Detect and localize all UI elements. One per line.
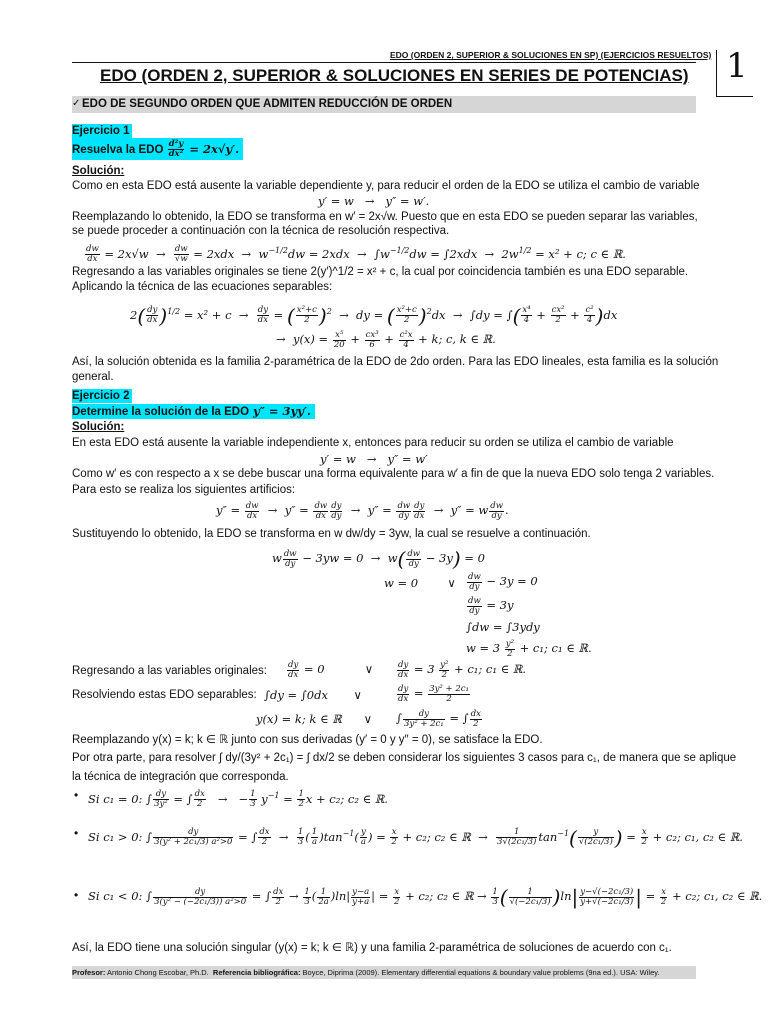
ex1-paragraph-1: Como en esta EDO está ausente la variable dependiente y, para reducir el orden de la EDO se utiliza el cambio de variable — [72, 180, 700, 192]
ex2-paragraph-8: Por otra parte, para resolver ∫ dy/(3y² + 2c₁) = ∫ dx/2 se deben considerar los siguientes 3 casos para c₁, de manera que se aplique — [72, 752, 737, 764]
ex1-solution-label: Solución: — [72, 165, 125, 177]
ex2-eq-sep-a: ∫dy = ∫0dx ∨ — [264, 688, 362, 702]
main-title: EDO (ORDEN 2, SUPERIOR & SOLUCIONES EN SERIES DE POTENCIAS) — [100, 66, 689, 85]
ex1-label: Ejercicio 1 — [72, 125, 130, 137]
ex2-eq-substitution: y′ = w → y″ = w′ — [320, 452, 428, 466]
footer-ref-label: Referencia bibliográfica: — [212, 968, 301, 977]
ex1-paragraph-4: Regresando a las variables originales se tiene 2(y′)^1/2 = x² + c, la cual por coincidencia también es una EDO separable. — [72, 266, 689, 278]
bullet-c1-zero: • — [74, 788, 79, 802]
section-title: EDO DE SEGUNDO ORDEN QUE ADMITEN REDUCCIÓN DE ORDEN — [82, 98, 453, 110]
ex1-paragraph-2: Reemplazando lo obtenido, la EDO se transforma en w′ = 2x√w. Puesto que en esta EDO se pueden separar las variables, — [72, 211, 698, 223]
ex1-eq-integration: 2( $\frac{dy}{dx}$ )$^{1/2}$ = x² + c → $\frac{dy}{dx}$ = ( $\frac{\text{x²+c}}{2}$ )$^2$ → dy = ( $\frac{\text{x²+c}}{2}$ )$^2$dx → ∫dy = ∫( $\frac{\text{x⁴}}{4}$ + $\frac{\text{cx²}}{2}$ + $\frac{\text{c²}}{4}$ )dx — [130, 303, 618, 328]
ex2-label: Ejercicio 2 — [72, 390, 130, 402]
ex2-eq-chain-rule: y″ = $\frac{dw}{dx}$ → y″ = $\frac{dw}{dx}$ $\frac{dy}{dy}$ → y″ = $\frac{dw}{dy}$ $\frac{dy}{dx}$ → y″ = w $\frac{dw}{dy}$ . — [216, 500, 509, 521]
ex2-eq-factor: w $\frac{dw}{dy}$ − 3yw = 0 → w( $\frac{dw}{dy}$ − 3y) = 0 — [272, 547, 485, 571]
ex2-statement-text: Determine la solución de la EDO — [72, 406, 250, 418]
ex2-paragraph-7: Reemplazando y(x) = k; k ∈ ℝ junto con sus derivadas (y′ = 0 y y″ = 0), se satisface la EDO. — [72, 734, 543, 746]
ex2-eq-sep-d: ∫ $\frac{dy}{\text{3y² + 2c₁}}$ = ∫ $\frac{dx}{2}$ — [396, 708, 481, 729]
ex1-paragraph-7: general. — [72, 371, 114, 383]
ex2-paragraph-3: Para esto se realiza los siguientes artificios: — [72, 484, 296, 496]
ex2-eq-case-a: $\frac{dw}{dy}$ − 3y = 0 — [468, 571, 538, 592]
ex2-eq-case-w0: w = 0 ∨ — [384, 576, 456, 590]
ex2-paragraph-2: Como w′ es con respecto a x se debe buscar una forma equivalente para w′ a fin de que la nueva EDO solo tenga 2 variables. — [72, 468, 715, 480]
header-rule — [72, 62, 696, 63]
ex1-paragraph-6: Así, la solución obtenida es la familia 2-paramétrica de la EDO de 2do orden. Para las EDO lineales, esta familia es la solución — [72, 356, 719, 368]
ex2-case-c1-negative: Si c₁ < 0: ∫ $\frac{dy}{\text{3(y² − (−2c₁/3)) a²>0}}$ = ∫ $\frac{dx}{2}$ → $\frac{1}{3}$ ( $\frac{1}{2a}$ )ln| $\frac{y-a}{y+a}$ | = $\frac{x}{2}$ + c₂; c₂ ∈ ℝ → $\frac{1}{3}$ ( $\frac{1}{\text{√(−2c₁/3)}}$ )ln| $\frac{\text{y−√(−2c₁/3)}}{\text{y+√(−2c₁/3)}}$ | = $\frac{x}{2}$ + c₂; c₁, c₂ ∈ ℝ. — [88, 885, 763, 909]
ex1-eq-substitution: y′ = w → y″ = w′. — [318, 194, 430, 208]
ex1-paragraph-3: se puede proceder a continuación con la técnica de resolución respectiva. — [72, 225, 450, 237]
ex2-paragraph-9: la técnica de integración que corresponda. — [72, 771, 289, 783]
footer-prof-name: Antonio Chong Escobar, Ph.D. — [107, 968, 209, 977]
ex2-eq-case-c: ∫dw = ∫3ydy — [466, 620, 540, 634]
ex2-case-c1-zero: Si c₁ = 0: ∫ $\frac{dy}{\text{3y²}}$ = ∫ $\frac{dx}{2}$ → − $\frac{1}{3}$ $y^{-1}$ = $\frac{1}{2}$ x + c₂; c₂ ∈ ℝ. — [88, 789, 388, 810]
ex2-paragraph-4: Sustituyendo lo obtenido, la EDO se transforma en w dw/dy = 3yw, la cual se resuelve a continuación. — [72, 528, 591, 540]
ex2-solution-label: Solución: — [72, 421, 125, 433]
ex2-eq-orig-b: $\frac{dy}{dx}$ = 3 $\frac{\text{y²}}{2}$ + c₁; c₁ ∈ ℝ. — [398, 659, 527, 680]
ex2-paragraph-10: Así, la EDO tiene una solución singular (y(x) = k; k ∈ ℝ) y una familia 2-paramétrica de soluciones de acuerdo con c₁. — [72, 942, 672, 954]
ex2-paragraph-6: Resolviendo estas EDO separables: — [72, 689, 257, 701]
ex2-eq-sep-c: y(x) = k; k ∈ ℝ ∨ — [256, 712, 373, 726]
ex1-statement: Resuelva la EDO $\frac{\text{d²y}}{\text{dx²}}$ = 2x√y′. — [72, 138, 243, 160]
ex2-eq-sep-b: $\frac{dy}{dx}$ = $\frac{\text{3y² + 2c₁}}{2}$ — [398, 683, 469, 704]
bullet-c1-positive: • — [74, 826, 79, 840]
ex2-paragraph-5: Regresando a las variables originales: — [72, 665, 267, 677]
footer-ref-text: Boyce, Diprima (2009). Elementary differential equations & boundary value problems (9na ed.). USA: Wiley. — [302, 968, 660, 977]
ex1-eq-result: → y(x) = $\frac{\text{x⁵}}{20}$ + $\frac{\text{cx³}}{6}$ + $\frac{\text{c²x}}{4}$ + k; c, k ∈ ℝ. — [276, 329, 496, 350]
ex2-eq-orig-a: $\frac{dy}{dx}$ = 0 ∨ — [288, 659, 374, 680]
running-title: EDO (ORDEN 2, SUPERIOR & SOLUCIONES EN SP) (EJERCICIOS RESUELTOS) — [390, 50, 712, 60]
page-number: 1 — [726, 46, 748, 86]
ex1-paragraph-5: Aplicando la técnica de las ecuaciones separables: — [72, 281, 333, 293]
ex1-statement-text: Resuelva la EDO — [72, 144, 164, 156]
bullet-c1-negative: • — [74, 888, 79, 902]
footer-prof-label: Profesor: — [72, 968, 106, 977]
ex2-eq-case-b: $\frac{dw}{dy}$ = 3y — [468, 595, 514, 616]
ex2-statement: Determine la solución de la EDO y″ = 3yy′. — [72, 404, 315, 419]
ex2-case-c1-positive: Si c₁ > 0: ∫ $\frac{dy}{\text{3(y² + 2c₁/3) a²>0}}$ = ∫ $\frac{dx}{2}$ → $\frac{1}{3}$ ( $\frac{1}{a}$ )$\tan^{-1}$( $\frac{y}{a}$ ) = $\frac{x}{2}$ + c₂; c₂ ∈ ℝ → $\frac{1}{\text{3√(2c₁/3)}}$ $\tan^{-1}$( $\frac{y}{\text{√(2c₁/3)}}$ ) = $\frac{x}{2}$ + c₂; c₁, c₂ ∈ ℝ. — [88, 825, 743, 850]
footer — [72, 967, 660, 978]
section-check-icon: ✓ — [72, 98, 81, 109]
ex2-eq-case-d: w = 3 $\frac{\text{y²}}{2}$ + c₁; c₁ ∈ ℝ. — [466, 638, 592, 659]
ex1-eq-separation: $\frac{dw}{dx}$ = 2x√w → $\frac{dw}{√w}$ = $2xdx \to w^{-1/2}dw = 2xdx \to \int w^{-1/2}dw = \int 2xdx \to 2w^{1/2} = x^2 + c$; c ∈ ℝ. — [86, 244, 626, 265]
ex2-paragraph-1: En esta EDO está ausente la variable independiente x, entonces para reducir su orden se utiliza el cambio de variable — [72, 437, 674, 449]
